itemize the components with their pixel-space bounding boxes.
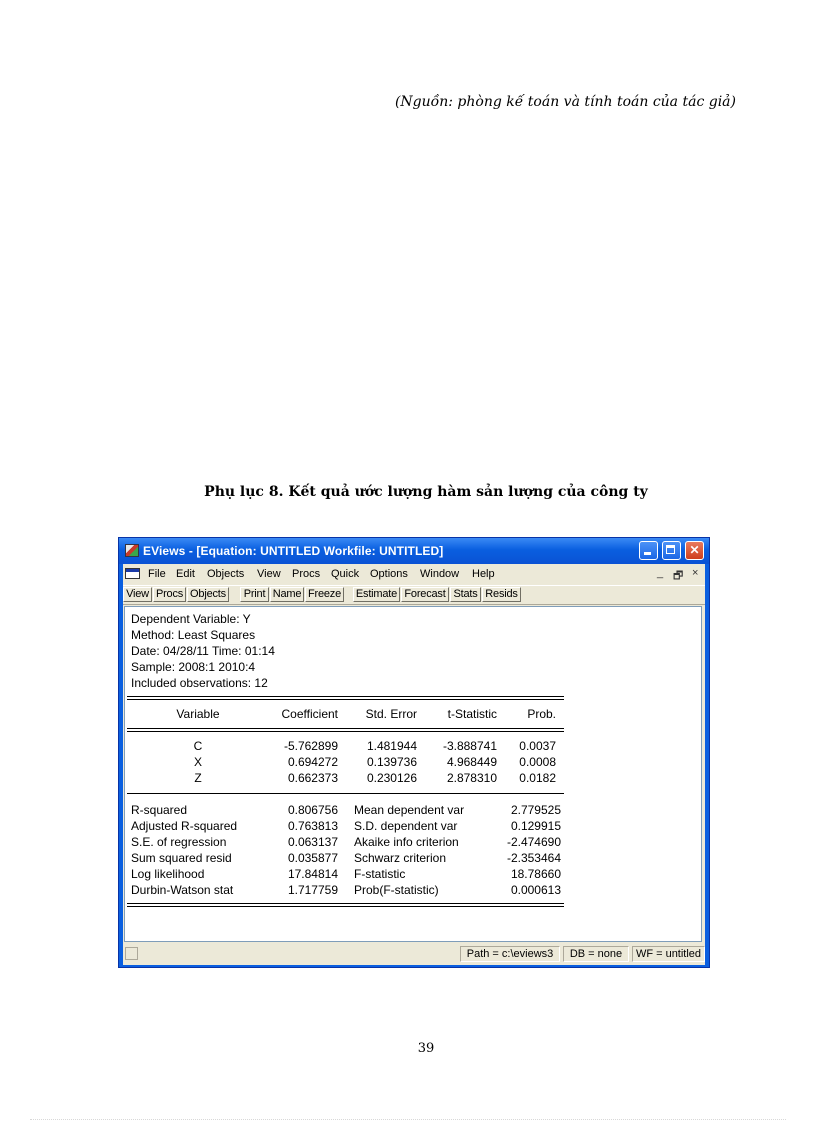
stats-top-rule bbox=[127, 793, 564, 794]
coef-row-coefficient: 0.662373 bbox=[287, 771, 338, 785]
menu-window[interactable]: Window bbox=[420, 568, 460, 580]
sample-line: Sample: 2008:1 2010:4 bbox=[131, 660, 256, 674]
column-header-variable: Variable bbox=[176, 707, 220, 721]
coef-row-variable: X bbox=[193, 755, 202, 769]
coef-row-t-statistic: 2.878310 bbox=[446, 771, 497, 785]
status-wf: WF = untitled bbox=[632, 946, 705, 962]
table-top-rule bbox=[127, 696, 564, 700]
stat-value-left: 1.717759 bbox=[287, 883, 338, 897]
mdi-restore-icon[interactable]: 🗗 bbox=[673, 570, 684, 582]
stat-value-left: 0.063137 bbox=[287, 835, 338, 849]
toolbar-resids-button[interactable]: Resids bbox=[482, 587, 521, 602]
stat-label-left: Log likelihood bbox=[131, 867, 205, 881]
status-db: DB = none bbox=[563, 946, 629, 962]
toolbar-print-button[interactable]: Print bbox=[240, 587, 269, 602]
dependent-variable-line: Dependent Variable: Y bbox=[131, 612, 251, 626]
toolbar-stats-button[interactable]: Stats bbox=[450, 587, 481, 602]
stat-label-left: Adjusted R-squared bbox=[131, 819, 238, 833]
coef-row-t-statistic: 4.968449 bbox=[446, 755, 497, 769]
stat-value-right: -2.474690 bbox=[506, 835, 561, 849]
stat-value-left: 17.84814 bbox=[287, 867, 338, 881]
observations-line: Included observations: 12 bbox=[131, 676, 268, 690]
toolbar-view-button[interactable]: View bbox=[123, 587, 152, 602]
stat-label-right: Prob(F-statistic) bbox=[354, 883, 439, 897]
eviews-app-icon[interactable] bbox=[125, 544, 139, 557]
stat-label-left: Sum squared resid bbox=[131, 851, 232, 865]
toolbar-forecast-button[interactable]: Forecast bbox=[401, 587, 449, 602]
column-header-rule bbox=[127, 728, 564, 732]
status-scroll-box[interactable] bbox=[125, 947, 138, 960]
stat-label-right: S.D. dependent var bbox=[354, 819, 458, 833]
coef-row-variable: Z bbox=[194, 771, 202, 785]
column-header-coefficient: Coefficient bbox=[281, 707, 338, 721]
stat-label-left: Durbin-Watson stat bbox=[131, 883, 234, 897]
table-bottom-rule bbox=[127, 903, 564, 907]
toolbar-objects-button[interactable]: Objects bbox=[187, 587, 229, 602]
toolbar-freeze-button[interactable]: Freeze bbox=[305, 587, 344, 602]
minimize-icon[interactable] bbox=[639, 541, 658, 560]
source-note: (Nguồn: phòng kế toán và tính toán của tác giả) bbox=[394, 94, 736, 110]
stat-value-right: -2.353464 bbox=[506, 851, 561, 865]
window-client bbox=[123, 564, 705, 965]
menu-options[interactable]: Options bbox=[370, 568, 408, 580]
eviews-window bbox=[118, 537, 710, 968]
menu-edit[interactable]: Edit bbox=[176, 568, 195, 580]
statusbar bbox=[123, 944, 705, 964]
toolbar-name-button[interactable]: Name bbox=[270, 587, 304, 602]
appendix-caption: Phụ lục 8. Kết quả ước lượng hàm sản lượng của công ty bbox=[204, 484, 648, 500]
stat-value-left: 0.763813 bbox=[287, 819, 338, 833]
stat-value-left: 0.035877 bbox=[287, 851, 338, 865]
estimation-output[interactable] bbox=[124, 606, 702, 942]
coef-row-coefficient: -5.762899 bbox=[283, 739, 338, 753]
coef-row-std-error: 1.481944 bbox=[366, 739, 417, 753]
coef-row-std-error: 0.139736 bbox=[366, 755, 417, 769]
stat-value-right: 18.78660 bbox=[510, 867, 561, 881]
stat-label-left: S.E. of regression bbox=[131, 835, 227, 849]
stat-label-left: R-squared bbox=[131, 803, 188, 817]
method-line: Method: Least Squares bbox=[131, 628, 256, 642]
menu-view[interactable]: View bbox=[257, 568, 281, 580]
status-path: Path = c:\eviews3 bbox=[460, 946, 560, 962]
page-bottom-rule bbox=[30, 1119, 786, 1120]
page-number: 39 bbox=[417, 1041, 435, 1056]
close-icon[interactable]: ✕ bbox=[685, 541, 704, 560]
coef-row-prob: 0.0037 bbox=[519, 739, 556, 753]
mdi-minimize-icon[interactable]: _ bbox=[657, 567, 664, 579]
toolbar-procs-button[interactable]: Procs bbox=[153, 587, 186, 602]
stat-value-right: 2.779525 bbox=[510, 803, 561, 817]
window-titlebar[interactable] bbox=[119, 538, 709, 564]
menubar bbox=[123, 564, 705, 584]
stat-value-right: 0.000613 bbox=[510, 883, 561, 897]
window-title: EViews - [Equation: UNTITLED Workfile: UNTITLED] bbox=[143, 544, 444, 558]
mdi-close-icon[interactable]: × bbox=[692, 567, 699, 579]
column-header-std-error: Std. Error bbox=[365, 707, 417, 721]
column-header-prob: Prob. bbox=[527, 707, 556, 721]
coef-row-prob: 0.0182 bbox=[519, 771, 556, 785]
equation-toolbar bbox=[123, 585, 705, 605]
coef-row-coefficient: 0.694272 bbox=[287, 755, 338, 769]
menu-objects[interactable]: Objects bbox=[207, 568, 245, 580]
date-time-line: Date: 04/28/11 Time: 01:14 bbox=[131, 644, 275, 658]
menu-procs[interactable]: Procs bbox=[292, 568, 321, 580]
column-header-t-statistic: t-Statistic bbox=[447, 707, 497, 721]
menu-quick[interactable]: Quick bbox=[331, 568, 360, 580]
coef-row-t-statistic: -3.888741 bbox=[442, 739, 497, 753]
coef-row-std-error: 0.230126 bbox=[366, 771, 417, 785]
stat-label-right: Akaike info criterion bbox=[354, 835, 459, 849]
stat-value-left: 0.806756 bbox=[287, 803, 338, 817]
stat-label-right: Schwarz criterion bbox=[354, 851, 447, 865]
maximize-icon[interactable] bbox=[662, 541, 681, 560]
stat-value-right: 0.129915 bbox=[510, 819, 561, 833]
document-window-icon[interactable] bbox=[125, 568, 140, 579]
coef-row-variable: C bbox=[193, 739, 203, 753]
stat-label-right: F-statistic bbox=[354, 867, 406, 881]
coef-row-prob: 0.0008 bbox=[519, 755, 556, 769]
stat-label-right: Mean dependent var bbox=[354, 803, 465, 817]
toolbar-estimate-button[interactable]: Estimate bbox=[353, 587, 400, 602]
menu-file[interactable]: File bbox=[148, 568, 166, 580]
menu-help[interactable]: Help bbox=[472, 568, 495, 580]
